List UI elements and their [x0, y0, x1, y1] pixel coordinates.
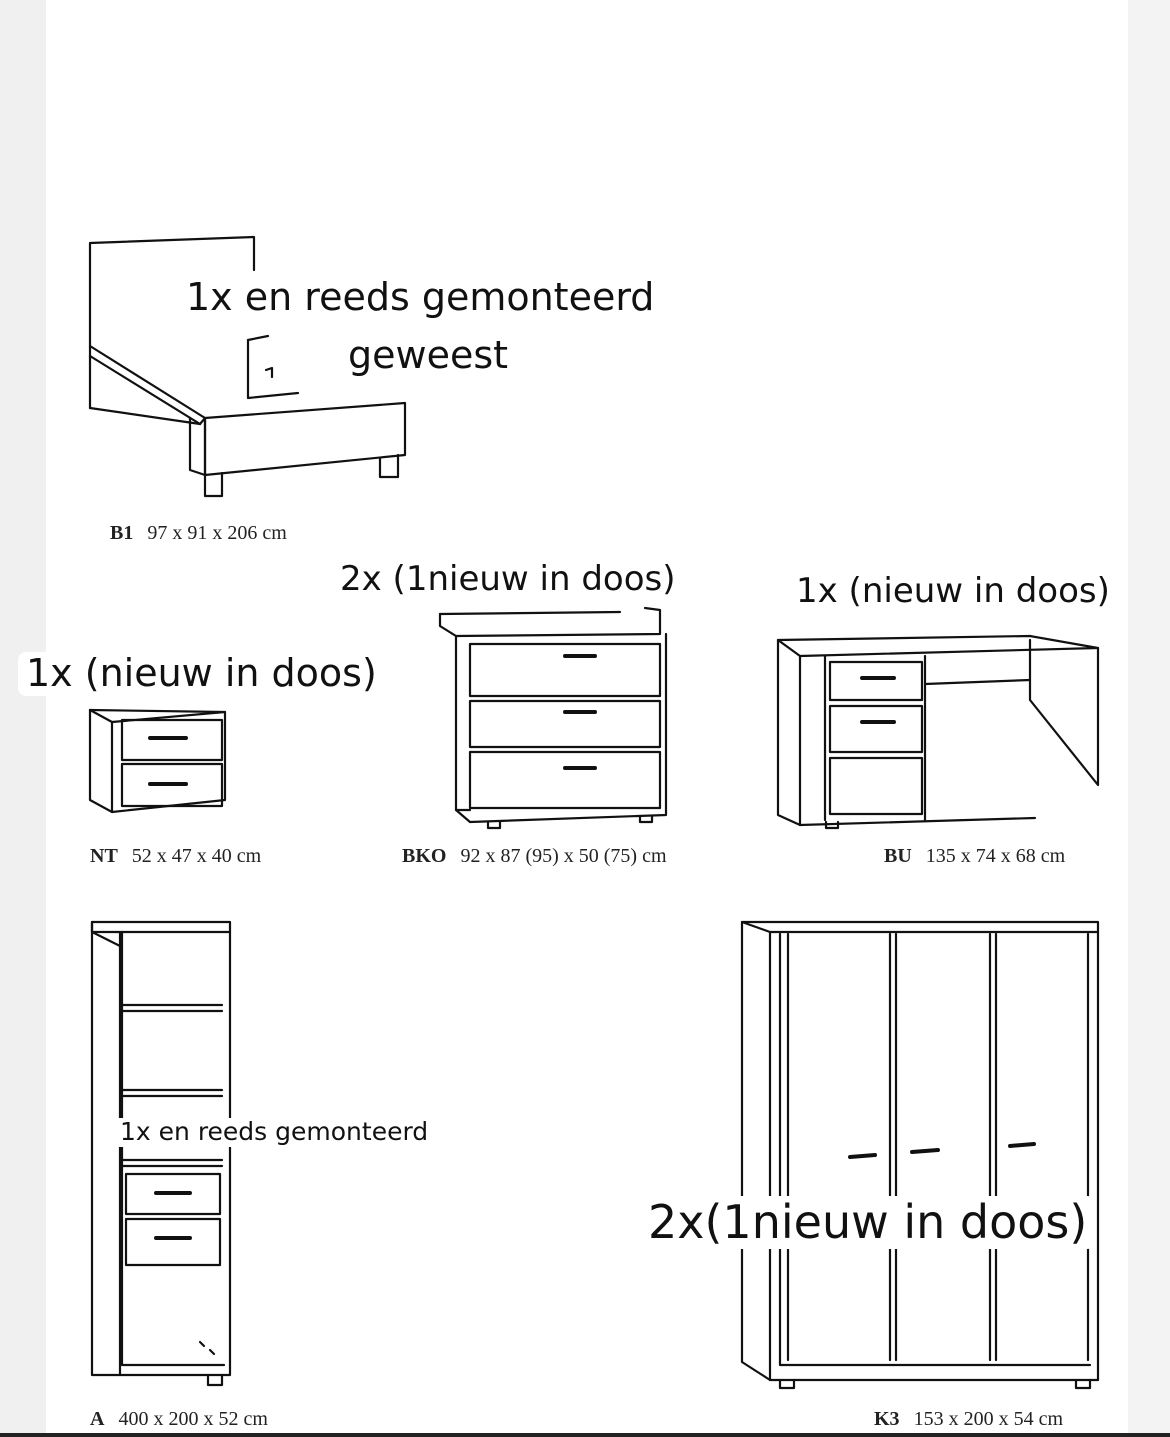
note-bed-line2: geweest	[340, 334, 516, 378]
note-nightstand: 1x (nieuw in doos)	[18, 652, 385, 696]
caption-a	[90, 1408, 268, 1431]
wardrobe-drawing	[742, 922, 1098, 1388]
dims-bu: 135 x 74 x 68 cm	[925, 845, 1066, 867]
dims-k3: 153 x 200 x 54 cm	[913, 1408, 1063, 1430]
note-bed-line1: 1x en reeds gemonteerd	[178, 276, 662, 320]
note-dresser: 2x (1nieuw in doos)	[332, 560, 684, 599]
shelf-drawing	[92, 922, 230, 1385]
caption-k3	[874, 1408, 1063, 1431]
dims-b1: 97 x 91 x 206 cm	[147, 522, 287, 544]
dims-a: 400 x 200 x 52 cm	[118, 1408, 268, 1430]
caption-nt	[90, 845, 261, 868]
code-b1: B1	[110, 522, 134, 544]
nightstand-drawing	[90, 710, 225, 812]
code-bko: BKO	[402, 845, 447, 867]
note-desk: 1x (nieuw in doos)	[788, 572, 1118, 611]
dims-nt: 52 x 47 x 40 cm	[131, 845, 262, 867]
code-a: A	[90, 1408, 105, 1430]
note-shelf: 1x en reeds gemonteerd	[112, 1118, 436, 1147]
dims-bko: 92 x 87 (95) x 50 (75) cm	[460, 845, 667, 867]
caption-bu	[884, 845, 1065, 868]
caption-bko	[402, 845, 667, 868]
code-k3: K3	[874, 1408, 900, 1430]
desk-drawing	[778, 636, 1098, 828]
caption-b1	[110, 522, 287, 545]
note-wardrobe: 2x(1nieuw in doos)	[640, 1196, 1095, 1249]
code-nt: NT	[90, 845, 118, 867]
code-bu: BU	[884, 845, 912, 867]
dresser-drawing	[440, 608, 666, 828]
